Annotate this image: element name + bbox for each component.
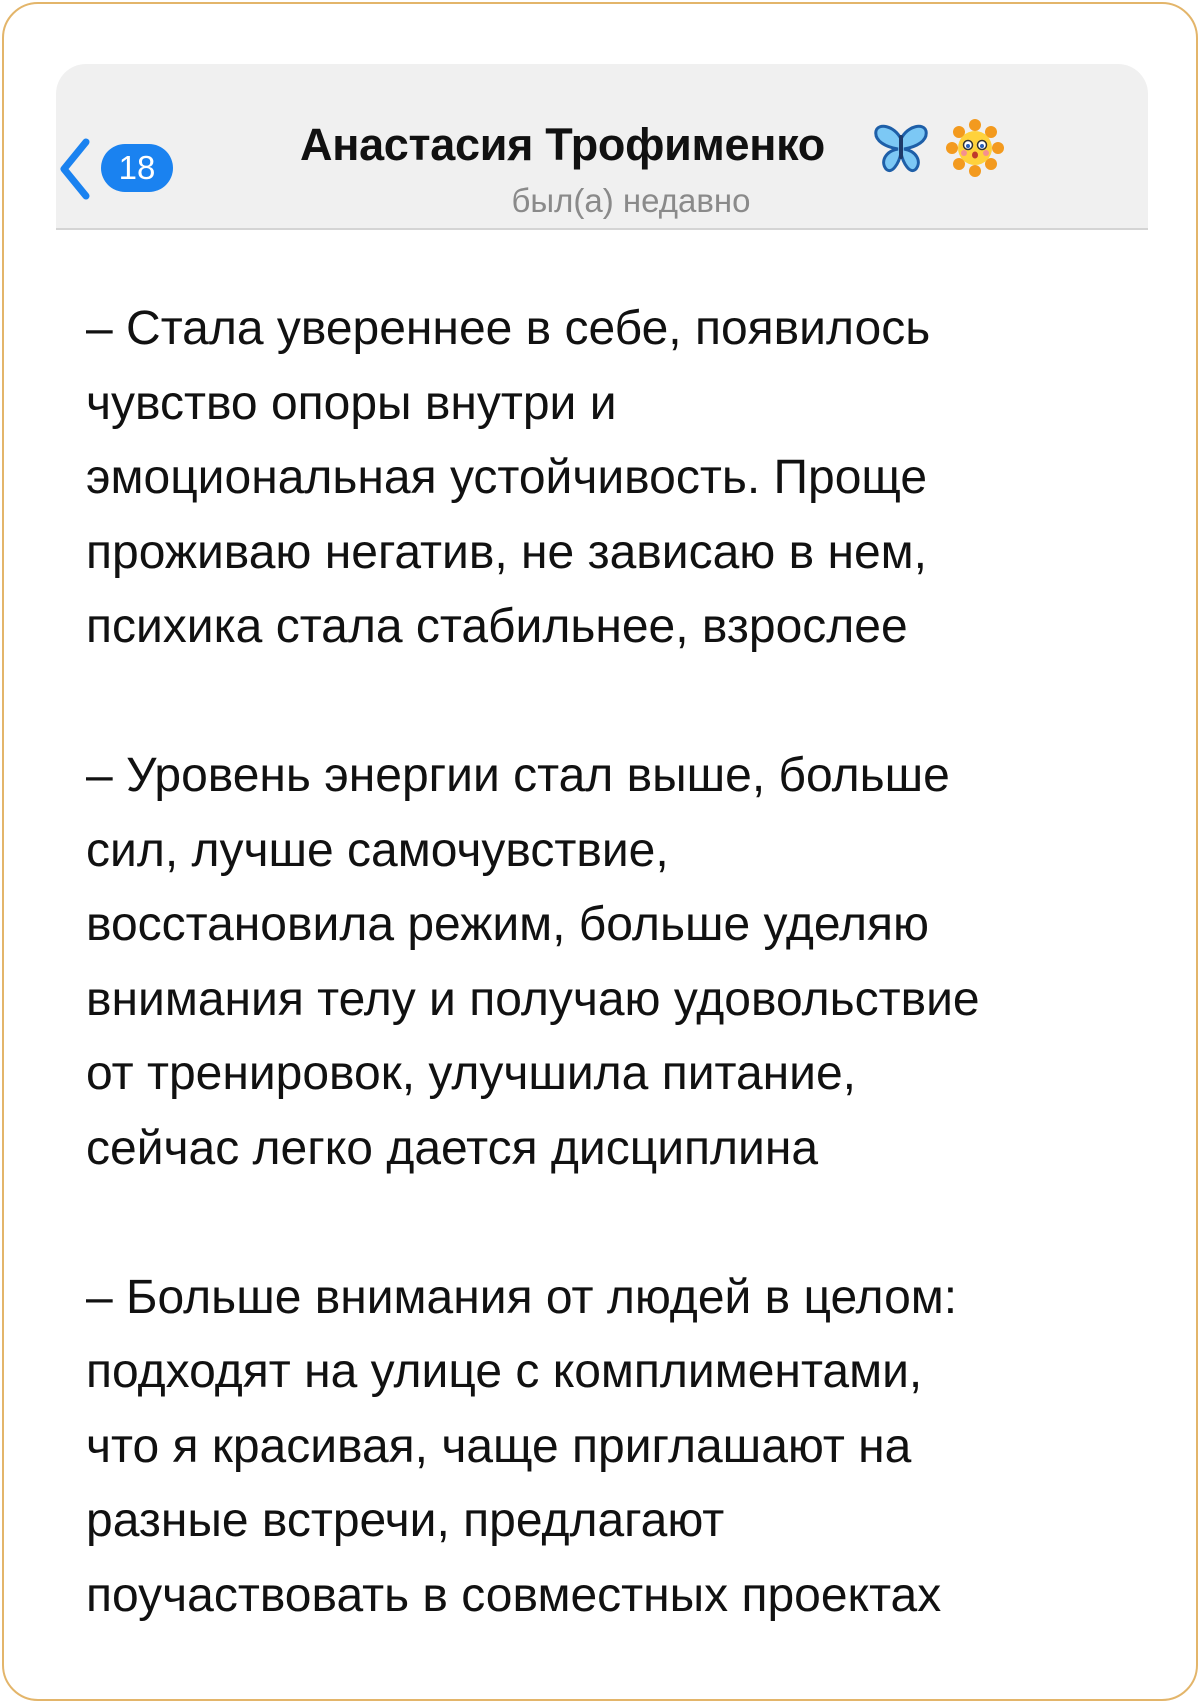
contact-name[interactable]: Анастасия Трофименко [300, 119, 825, 170]
screenshot-frame [2, 2, 1198, 1701]
message-paragraph: – Уровень энергии стал выше, больше сил, лучше самочувствие, восстановила режим, больше уделяю внимания телу и получаю удовольствие от тренировок, улучшила питание, сейчас легко дается дисциплина [86, 749, 980, 1175]
message-paragraph: – Больше внимания от людей в целом: подходят на улице с комплиментами, что я красивая, чаще приглашают на разные встречи, предлагают поучаствовать в совместных проектах [86, 1270, 958, 1622]
butterfly-icon [872, 119, 930, 177]
message-text [86, 292, 1146, 1633]
chat-header [56, 64, 1148, 230]
unread-count-badge[interactable]: 18 [101, 144, 173, 192]
contact-status: был(а) недавно [511, 182, 751, 219]
message-paragraph: – Стала увереннее в себе, появилось чувство опоры внутри и эмоциональная устойчивость. Проще проживаю негатив, не зависаю в нем, психика стала стабильнее, взрослее [86, 302, 931, 653]
sun-icon [946, 119, 1004, 177]
